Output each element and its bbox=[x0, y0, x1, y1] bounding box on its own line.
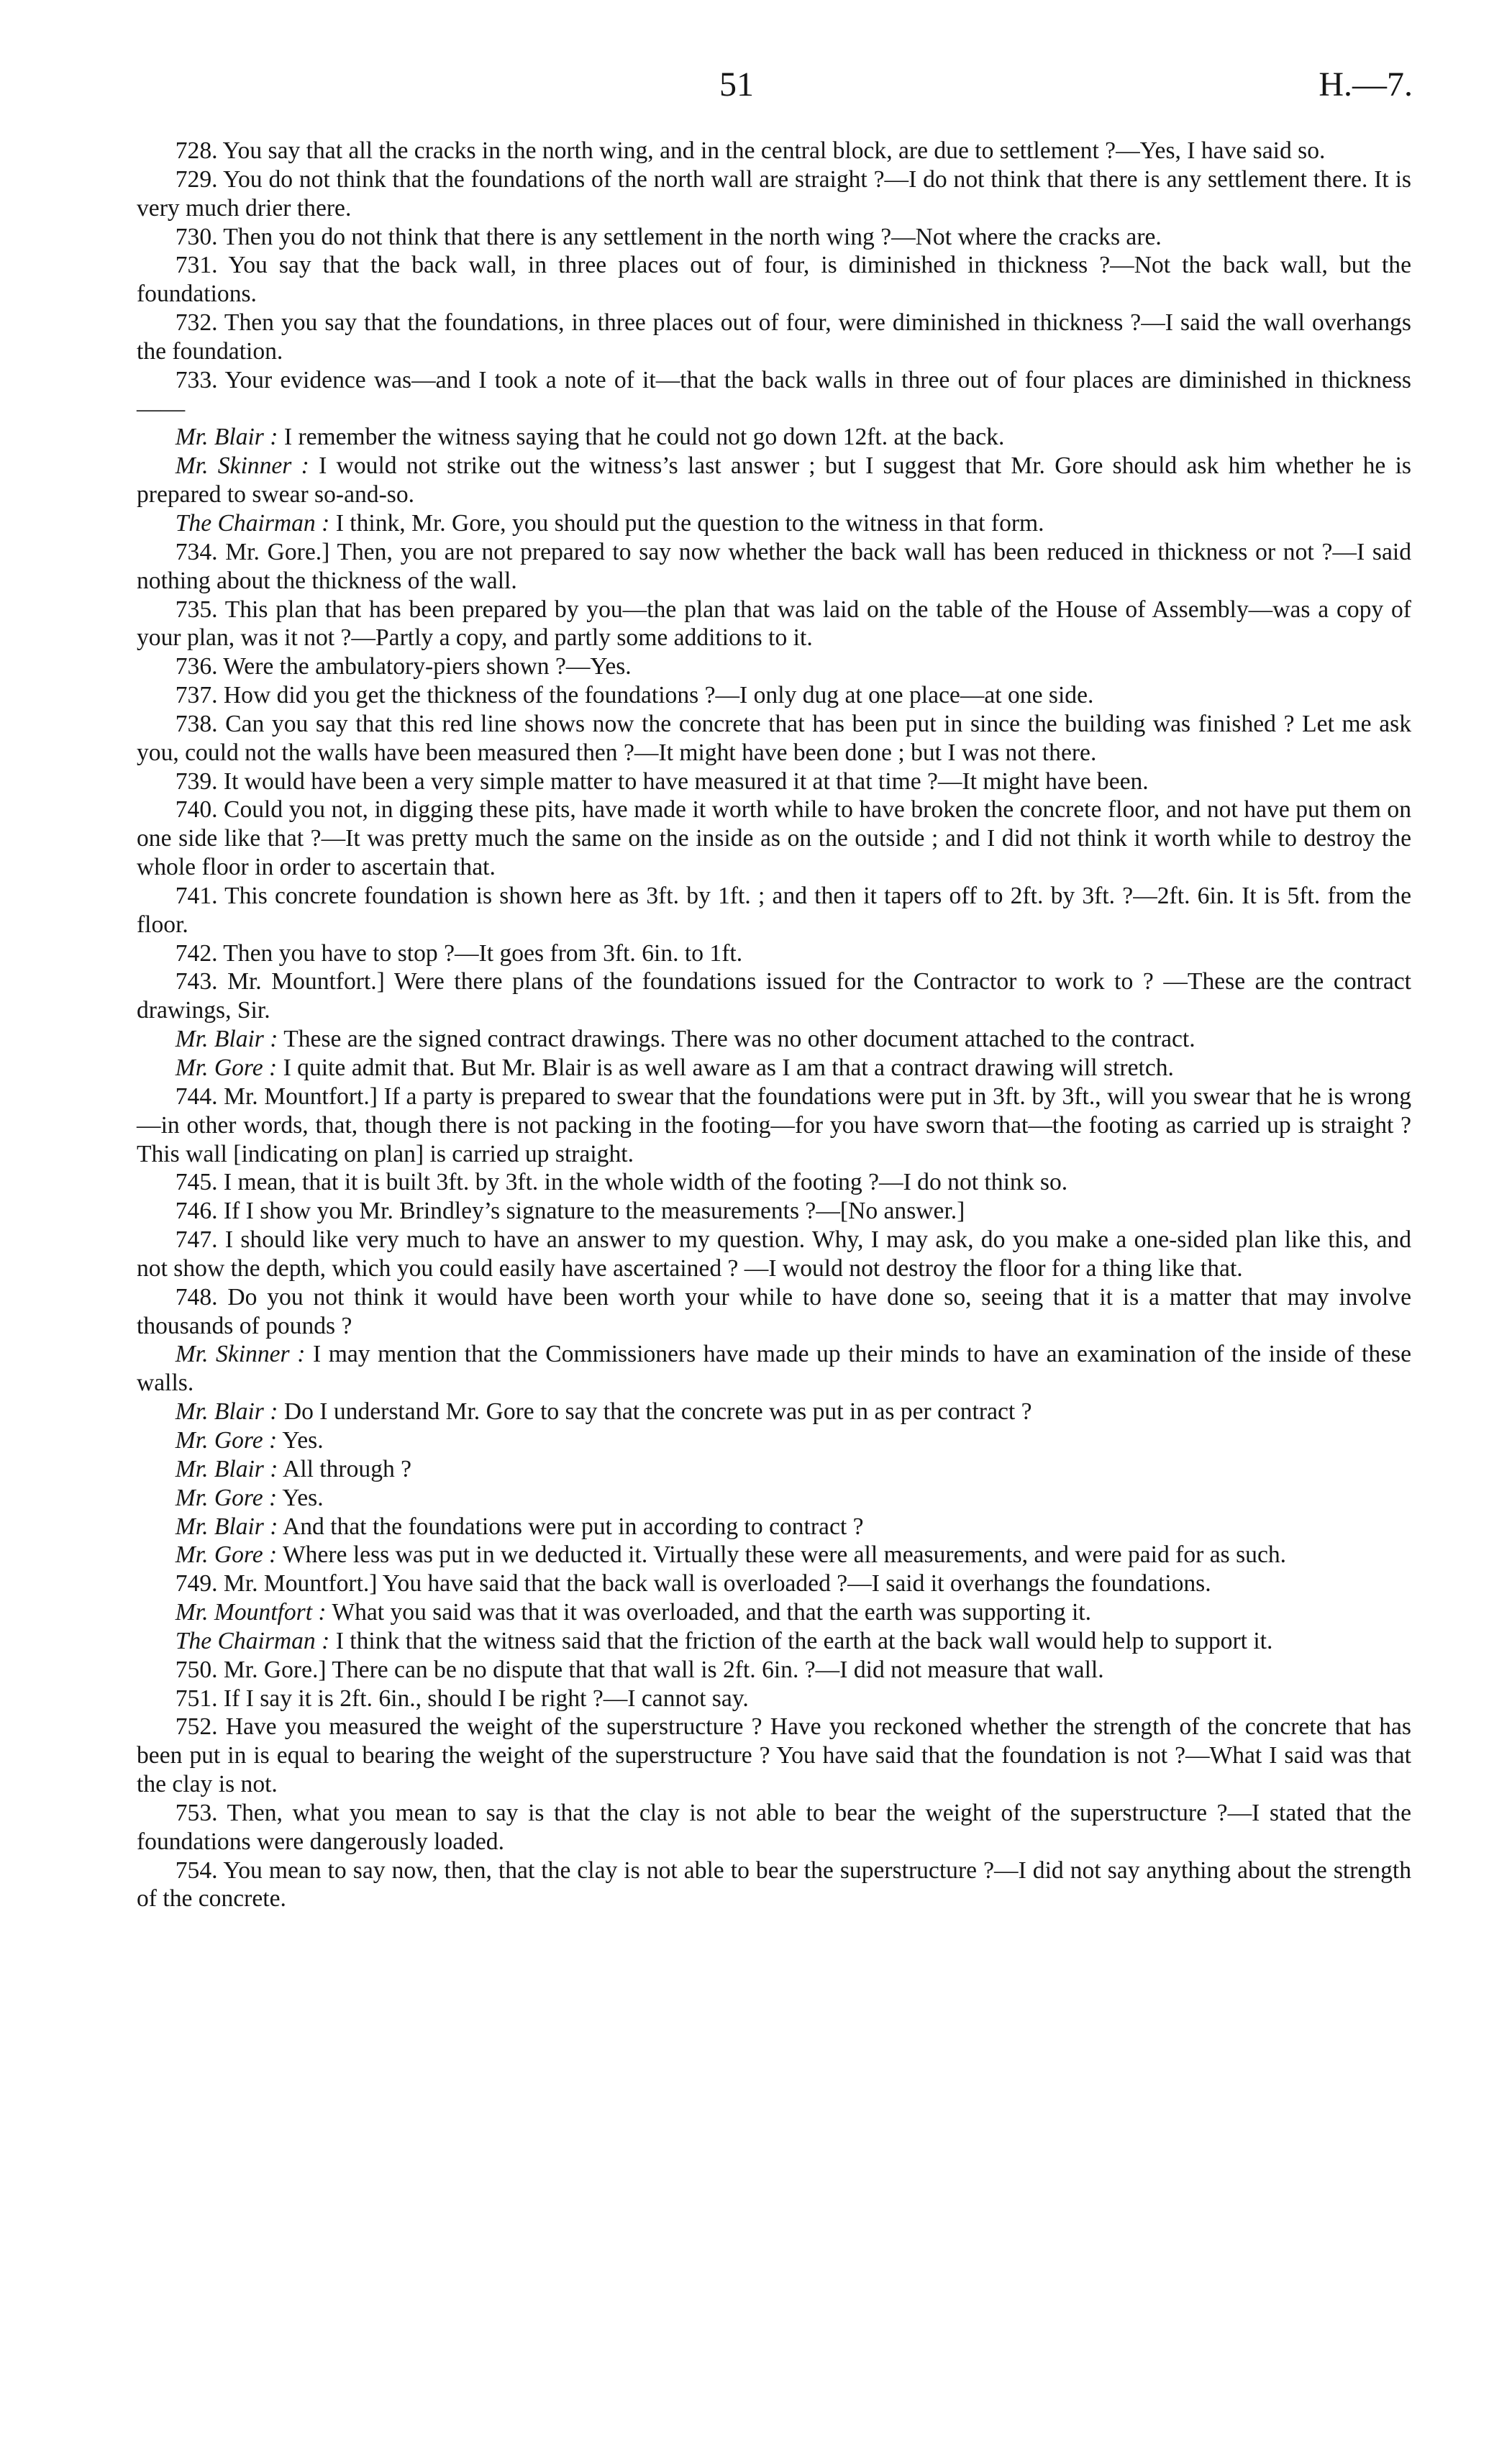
paragraph: Mr. Mountfort : What you said was that it was overloaded, and that the earth was supporting it. bbox=[175, 1599, 1091, 1626]
paragraph: Mr. Blair : These are the signed contract drawings. There was no other document attached to the contract. bbox=[175, 1026, 1196, 1053]
paragraph: The Chairman : I think that the witness said that the friction of the earth at the back wall would help to support it. bbox=[175, 1627, 1273, 1654]
paragraph: 736. Were the ambulatory-piers shown ?—Yes. bbox=[175, 653, 632, 680]
paragraph: Mr. Gore : I quite admit that. But Mr. Blair is as well aware as I am that a contract drawing will stretch. bbox=[175, 1054, 1174, 1081]
paragraph: 733. Your evidence was—and I took a note of it—that the back walls in three out of four places are diminished in thickness—— bbox=[137, 366, 1411, 422]
paragraph: 752. Have you measured the weight of the superstructure ? Have you reckoned whether the strength of the concrete that has been put in is equal to bearing the weight of the superstructure ? You have said that the foundation is not ?—What I said was that the clay is not. bbox=[137, 1713, 1411, 1798]
paragraph: 749. Mr. Mountfort.] You have said that the back wall is overloaded ?—I said it overhangs the foundations. bbox=[175, 1570, 1211, 1598]
testimony-body bbox=[137, 137, 1411, 1913]
paragraph: 753. Then, what you mean to say is that the clay is not able to bear the weight of the superstructure ?—I stated that the foundations were dangerously loaded. bbox=[137, 1799, 1411, 1855]
paragraph: Mr. Gore : Yes. bbox=[175, 1426, 324, 1454]
paragraph: Mr. Blair : Do I understand Mr. Gore to say that the concrete was put in as per contract ? bbox=[175, 1398, 1032, 1426]
paragraph: 728. You say that all the cracks in the north wing, and in the central block, are due to settlement ?—Yes, I have said so. bbox=[175, 137, 1326, 164]
paragraph: 743. Mr. Mountfort.] Were there plans of the foundations issued for the Contractor to work to ? —These are the contract drawings, Sir. bbox=[137, 968, 1411, 1024]
paragraph: 754. You mean to say now, then, that the clay is not able to bear the superstructure ?—I did not say anything about the strength of the concrete. bbox=[137, 1856, 1411, 1913]
paragraph: 741. This concrete foundation is shown here as 3ft. by 1ft. ; and then it tapers off to 2ft. by 3ft. ?—2ft. 6in. It is 5ft. from the floor. bbox=[137, 882, 1411, 938]
paragraph: 748. Do you not think it would have been worth your while to have done so, seeing that it is a matter that may involve thousands of pounds ? bbox=[137, 1283, 1411, 1339]
page-number: 51 bbox=[719, 65, 754, 104]
paragraph: Mr. Skinner : I would not strike out the witness’s last answer ; but I suggest that Mr. Gore should ask him whether he is prepared to swear so-and-so. bbox=[137, 452, 1411, 509]
page-header bbox=[0, 56, 1512, 114]
paragraph: 734. Mr. Gore.] Then, you are not prepared to say now whether the back wall has been reduced in thickness or not ?—I said nothing about the thickness of the wall. bbox=[137, 538, 1411, 594]
paragraph: 746. If I show you Mr. Brindley’s signature to the measurements ?—[No answer.] bbox=[175, 1198, 965, 1225]
paragraph: Mr. Gore : Yes. bbox=[175, 1484, 324, 1511]
paragraph: Mr. Blair : All through ? bbox=[175, 1455, 412, 1482]
paragraph: 742. Then you have to stop ?—It goes from 3ft. 6in. to 1ft. bbox=[175, 939, 743, 967]
paragraph: 744. Mr. Mountfort.] If a party is prepared to swear that the foundations were put in 3ft. by 3ft., will you swear that he is wrong—in other words, that, though there is not packing in the footing—for you have sworn that—the footing as carried up is straight ? This wall [indicating on plan] is carried up straight. bbox=[137, 1083, 1411, 1167]
paragraph: Mr. Blair : And that the foundations were put in according to contract ? bbox=[175, 1513, 864, 1540]
paragraph: 750. Mr. Gore.] There can be no dispute that that wall is 2ft. 6in. ?—I did not measure that wall. bbox=[175, 1656, 1104, 1683]
paragraph: 735. This plan that has been prepared by you—the plan that was laid on the table of the House of Assembly—was a copy of your plan, was it not ?—Partly a copy, and partly some additions to it. bbox=[137, 596, 1411, 652]
paragraph: 747. I should like very much to have an answer to my question. Why, I may ask, do you make a one-sided plan like this, and not show the depth, which you could easily have ascertained ? —I would not destroy the floor for a thing like that. bbox=[137, 1226, 1411, 1282]
paragraph: 731. You say that the back wall, in three places out of four, is diminished in thickness ?—Not the back wall, but the foundations. bbox=[137, 252, 1411, 308]
paragraph: 732. Then you say that the foundations, in three places out of four, were diminished in thickness ?—I said the wall overhangs the foundation. bbox=[137, 309, 1411, 365]
paragraph: 738. Can you say that this red line shows now the concrete that has been put in since the building was finished ? Let me ask you, could not the walls have been measured then ?—It might have been done ; but I was not there. bbox=[137, 710, 1411, 766]
paragraph: 737. How did you get the thickness of the foundations ?—I only dug at one place—at one side. bbox=[175, 682, 1094, 709]
paragraph: 730. Then you do not think that there is any settlement in the north wing ?—Not where the cracks are. bbox=[175, 223, 1162, 250]
paragraph: The Chairman : I think, Mr. Gore, you should put the question to the witness in that form. bbox=[175, 509, 1044, 537]
paragraph: 751. If I say it is 2ft. 6in., should I be right ?—I cannot say. bbox=[175, 1685, 749, 1712]
document-reference: H.—7. bbox=[1319, 65, 1413, 104]
paragraph: Mr. Blair : I remember the witness saying that he could not go down 12ft. at the back. bbox=[175, 424, 1005, 451]
paragraph: Mr. Skinner : I may mention that the Commissioners have made up their minds to have an examination of the inside of these walls. bbox=[137, 1341, 1411, 1397]
paragraph: 739. It would have been a very simple matter to have measured it at that time ?—It might have been. bbox=[175, 767, 1149, 795]
paragraph: 745. I mean, that it is built 3ft. by 3ft. in the whole width of the footing ?—I do not think so. bbox=[175, 1169, 1068, 1196]
paragraph: 729. You do not think that the foundations of the north wall are straight ?—I do not think that there is any settlement there. It is very much drier there. bbox=[137, 165, 1411, 222]
paragraph: Mr. Gore : Where less was put in we deducted it. Virtually these were all measurements, and were paid for as such. bbox=[175, 1541, 1287, 1569]
paragraph: 740. Could you not, in digging these pits, have made it worth while to have broken the concrete floor, and not have put them on one side like that ?—It was pretty much the same on the inside as on the outside ; and I did not think it worth while to destroy the whole floor in order to ascertain that. bbox=[137, 796, 1411, 881]
